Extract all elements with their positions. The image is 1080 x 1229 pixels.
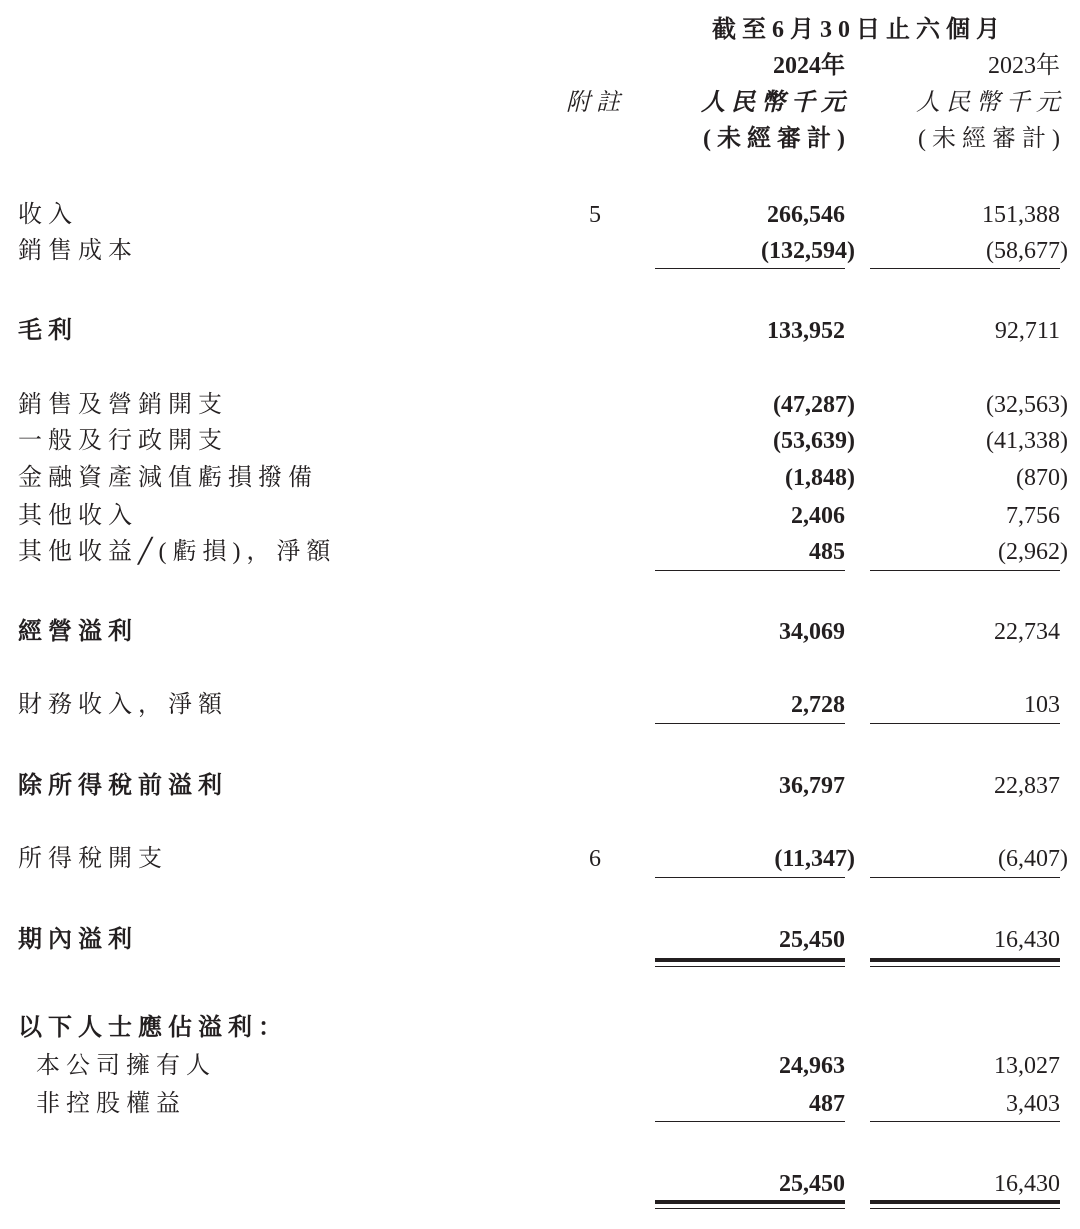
- prior-currency: 人民幣千元: [916, 90, 1066, 116]
- period-heading: 截至6月30日止六個月: [712, 17, 1006, 43]
- current-period-value: 133,952: [767, 318, 845, 344]
- subtotal-rule: [870, 723, 1060, 724]
- current-period-value: (11,347): [774, 846, 855, 872]
- double-underline: [655, 1200, 845, 1209]
- row-label: 其他收益╱(虧損)，淨額: [18, 539, 337, 565]
- prior-period-value: 22,734: [994, 619, 1060, 645]
- subtotal-rule: [655, 1121, 845, 1122]
- current-period-value: 487: [809, 1091, 845, 1117]
- subtotal-rule: [870, 877, 1060, 878]
- current-period-value: 266,546: [767, 202, 845, 228]
- row-label: 銷售及營銷開支: [18, 392, 228, 418]
- subtotal-rule: [655, 723, 845, 724]
- current-currency: 人民幣千元: [701, 90, 851, 116]
- current-year: 2024年: [773, 53, 845, 79]
- prior-period-value: (32,563): [986, 392, 1068, 418]
- prior-period-value: (6,407): [998, 846, 1068, 872]
- subtotal-rule: [655, 877, 845, 878]
- subtotal-rule: [655, 570, 845, 571]
- row-label: 其他收入: [18, 503, 138, 529]
- current-audit-status: (未經審計): [703, 126, 851, 152]
- current-period-value: 25,450: [779, 927, 845, 953]
- row-label: 毛利: [18, 318, 78, 344]
- subtotal-rule: [870, 570, 1060, 571]
- row-label: 本公司擁有人: [36, 1053, 216, 1079]
- prior-period-value: 3,403: [1006, 1091, 1060, 1117]
- current-period-value: 485: [809, 539, 845, 565]
- current-period-value: 24,963: [779, 1053, 845, 1079]
- row-label: 除所得稅前溢利: [18, 773, 228, 799]
- subtotal-rule: [655, 268, 845, 269]
- double-underline: [655, 958, 845, 967]
- row-label: 一般及行政開支: [18, 428, 228, 454]
- prior-period-value: 151,388: [982, 202, 1060, 228]
- prior-period-value: 103: [1024, 692, 1060, 718]
- row-label: 收入: [18, 202, 78, 228]
- prior-period-value: 22,837: [994, 773, 1060, 799]
- row-label: 期內溢利: [18, 927, 138, 953]
- subtotal-rule: [870, 268, 1060, 269]
- row-label: 金融資產減值虧損撥備: [18, 465, 318, 491]
- prior-period-value: (58,677): [986, 238, 1068, 264]
- prior-period-value: (870): [1016, 465, 1068, 491]
- prior-year: 2023年: [988, 53, 1060, 79]
- prior-period-value: 13,027: [994, 1053, 1060, 1079]
- double-underline: [870, 958, 1060, 967]
- current-period-value: 34,069: [779, 619, 845, 645]
- row-label: 非控股權益: [36, 1091, 186, 1117]
- row-label: 所得稅開支: [18, 846, 168, 872]
- double-underline: [870, 1200, 1060, 1209]
- row-label: 經營溢利: [18, 619, 138, 645]
- prior-period-value: 92,711: [994, 318, 1060, 344]
- prior-period-value: (41,338): [986, 428, 1068, 454]
- row-label: 以下人士應佔溢利：: [18, 1015, 288, 1041]
- current-period-value: 2,406: [791, 503, 845, 529]
- prior-period-value: 16,430: [994, 1171, 1060, 1197]
- current-period-value: 25,450: [779, 1171, 845, 1197]
- row-note: 5: [589, 202, 601, 228]
- current-period-value: 2,728: [791, 692, 845, 718]
- current-period-value: (53,639): [773, 428, 855, 454]
- subtotal-rule: [870, 1121, 1060, 1122]
- row-label: 銷售成本: [18, 238, 138, 264]
- prior-period-value: 7,756: [1006, 503, 1060, 529]
- current-period-value: (132,594): [761, 238, 855, 264]
- row-label: 財務收入，淨額: [18, 692, 228, 718]
- prior-period-value: (2,962): [998, 539, 1068, 565]
- row-note: 6: [589, 846, 601, 872]
- prior-audit-status: (未經審計): [918, 126, 1066, 152]
- current-period-value: (1,848): [785, 465, 855, 491]
- current-period-value: 36,797: [779, 773, 845, 799]
- note-column-header: 附註: [566, 90, 626, 116]
- prior-period-value: 16,430: [994, 927, 1060, 953]
- current-period-value: (47,287): [773, 392, 855, 418]
